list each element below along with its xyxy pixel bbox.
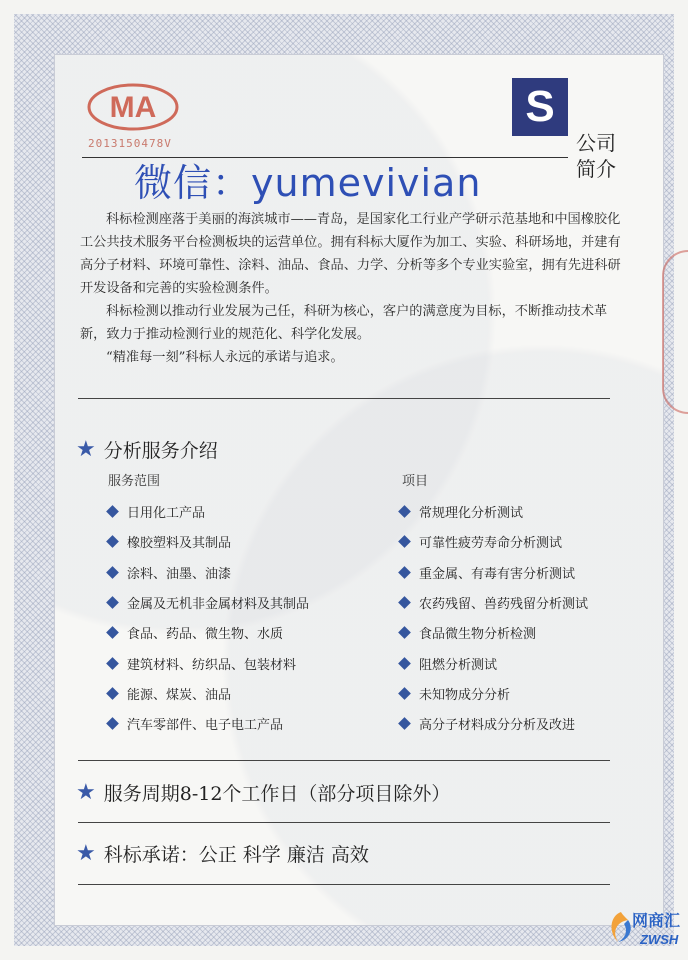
project-item-label: 可靠性疲劳寿命分析测试 [419,536,563,552]
company-logo: S [512,78,568,136]
intro-text [80,208,628,369]
intro-paragraph: 科标检测以推动行业发展为己任，科研为核心，客户的满意度为目标，不断推动技术革新，致力于推动检测行业的规范化、科学化发展。 [80,304,608,342]
scope-item-label: 涂料、油墨、油漆 [127,566,232,582]
section-divider [78,822,610,823]
certificate-code: 2013150478V [88,137,172,150]
zwsh-corner-logo [606,902,686,958]
diamond-bullet-icon [106,687,119,700]
svg-text:MA: MA [109,91,157,124]
star-icon: ★ [76,779,96,805]
services-heading: ★ 分析服务介绍 [76,436,218,462]
scope-item [108,593,309,612]
project-item [400,532,562,551]
intro-paragraph: 科标检测座落于美丽的海滨城市——青岛，是国家化工行业产学研示范基地和中国橡胶化工公共技术服务平台检测板块的运营单位。拥有科标大厦作为加工、实验、科研场地，并建有高分子材料、环境可靠性、涂料、油品、食品、力学、分析等多个专业实验室，拥有先进科研开发设备和完善的实验检测条件。 [80,212,621,296]
scope-item [108,532,231,551]
zwsh-logo-cn: 网商汇 [632,911,681,930]
diamond-bullet-icon [106,626,119,639]
intro-paragraph: “精准每一刻”科标人永远的承诺与追求。 [106,350,344,365]
project-item [400,593,588,612]
section-divider [78,398,610,399]
scope-item-label: 橡胶塑料及其制品 [127,536,232,552]
diamond-bullet-icon [398,717,411,730]
diamond-bullet-icon [398,566,411,579]
star-icon: ★ [76,840,96,866]
diamond-bullet-icon [106,657,119,670]
zwsh-logo-en: ZWSH [640,932,679,947]
section-divider [78,884,610,885]
scope-item [108,654,296,673]
scope-item-label: 食品、药品、微生物、水质 [127,627,284,643]
promise-heading: ★ 科标承诺：公正 科学 廉洁 高效 [76,840,369,866]
red-seal-edge [662,250,688,414]
scope-item-label: 能源、煤炭、油品 [127,687,232,703]
scope-item-label: 金属及无机非金属材料及其制品 [127,596,310,612]
scope-column-header: 服务范围 [108,474,161,489]
project-item [400,623,536,642]
title-line-2: 简介 [576,157,616,181]
star-icon: ★ [76,436,96,462]
diamond-bullet-icon [106,717,119,730]
wechat-watermark: 微信：yumevivian [134,161,482,205]
scope-item-label: 汽车零部件、电子电工产品 [127,718,284,734]
diamond-bullet-icon [398,596,411,609]
project-item-label: 高分子材料成分分析及改进 [419,718,576,734]
project-item [400,654,497,673]
diamond-bullet-icon [106,535,119,548]
project-item-label: 阻燃分析测试 [419,657,498,673]
diamond-bullet-icon [398,626,411,639]
diamond-bullet-icon [398,505,411,518]
scope-item [108,563,231,582]
diamond-bullet-icon [398,687,411,700]
diamond-bullet-icon [398,657,411,670]
scope-item [108,502,205,521]
scope-item [108,714,283,733]
project-item-label: 食品微生物分析检测 [419,627,537,643]
scope-item [108,684,231,703]
project-item [400,502,523,521]
project-item [400,714,575,733]
title-line-1: 公司 [576,131,616,155]
scope-item-label: 建筑材料、纺织品、包装材料 [127,657,297,673]
diamond-bullet-icon [398,535,411,548]
project-item-label: 未知物成分分析 [419,687,511,703]
section-divider [78,760,610,761]
diamond-bullet-icon [106,596,119,609]
page-title [576,130,632,182]
diamond-bullet-icon [106,566,119,579]
project-item [400,684,510,703]
scope-item-label: 日用化工产品 [127,506,206,521]
scope-item [108,623,283,642]
project-column-header: 项目 [402,474,429,489]
project-item-label: 重金属、有毒有害分析测试 [419,566,576,582]
project-item [400,563,575,582]
diamond-bullet-icon [106,505,119,518]
ma-certification-stamp [86,82,180,132]
project-item-label: 常规理化分析测试 [419,506,524,521]
service-cycle-heading: ★ 服务周期8-12个工作日（部分项目除外） [76,779,451,805]
project-item-label: 农药残留、兽药残留分析测试 [419,596,589,612]
